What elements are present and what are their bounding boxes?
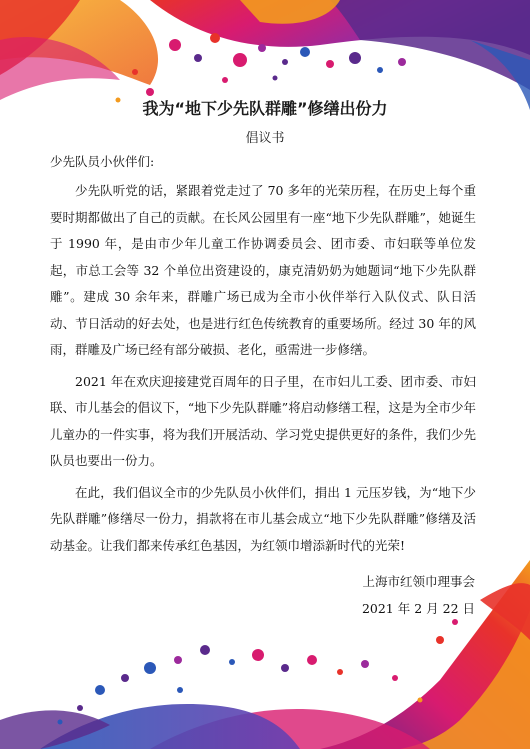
page-title: 我为“地下少先队群雕”修缮出份力 xyxy=(142,99,388,118)
paragraph: 2021 年在欢庆迎接建党百周年的日子里，在市妇儿工委、团市委、市妇联、市儿基会的倡议下，“地下少先队群雕”将启动修缮工程，这是为全市少年儿童办的一件实事，将为我们开展活动、学习党史提供更好的条件，我们少先队员也要出一份力。 xyxy=(50,373,476,468)
date: 2021 年 2 月 22 日 xyxy=(361,601,475,616)
signature: 上海市红领巾理事会 xyxy=(362,574,475,589)
paragraph: 少先队听党的话，紧跟着党走过了 70 多年的光荣历程，在历史上每个重要时期都做出了自己的贡献。在长风公园里有一座“地下少先队群雕”，她诞生于 1990 年，是由市少年儿童工作协调委员会、团市委、市妇联等单位发起，市总工会等 32 个单位出资建设的，康克清奶奶为她题词“地下少先队群雕”。建成 30 余年来，群雕广场已成为全市小伙伴举行入队仪式、队日活动、节日活动的好去处，也是进行红色传统教育的重要场所。经过 30 年的风雨，群雕及广场已经有部分破损、老化，亟需进一步修缮。 xyxy=(50,183,476,357)
greeting: 少先队员小伙伴们: xyxy=(50,154,155,169)
paragraph: 在此，我们倡议全市的少先队员小伙伴们，捐出 1 元压岁钱，为“地下少先队群雕”修缮尽一份力，捐款将在市儿基会成立“地下少先队群雕”修缮及活动基金。让我们都来传承红色基因，为红领巾增添新时代的光荣! xyxy=(50,484,476,553)
letter-body xyxy=(50,178,476,564)
document-type-label: 倡议书 xyxy=(245,131,285,146)
